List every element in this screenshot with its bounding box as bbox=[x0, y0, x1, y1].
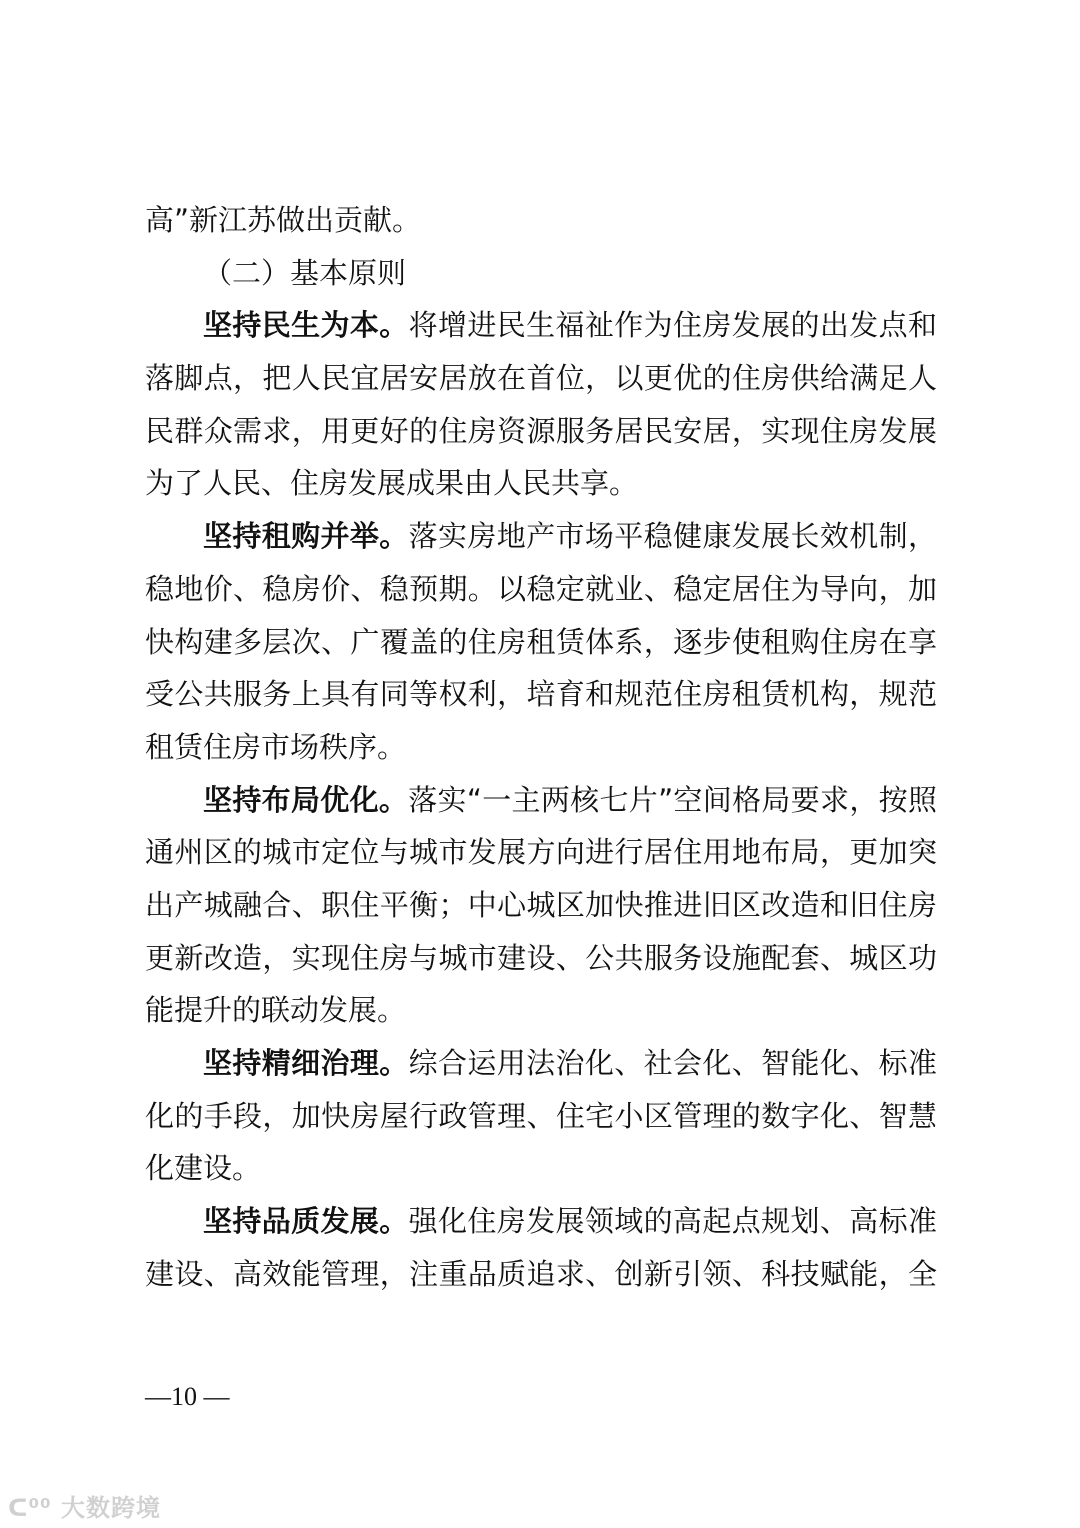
page-number: —10 — bbox=[145, 1382, 230, 1411]
principle-text: 落实房地产市场平稳健康发展长效机制， bbox=[408, 519, 937, 554]
watermark-text: 大数跨境 bbox=[60, 1494, 161, 1522]
principle-text: 将增进民生福祉作为住房发展的出发点和 bbox=[408, 308, 937, 343]
text-line: 建设、高效能管理，注重品质追求、创新引领、科技赋能，全 bbox=[145, 1256, 937, 1291]
text-line: 受公共服务上具有同等权利，培育和规范住房租赁机构，规范 bbox=[145, 677, 937, 712]
principle-text: 综合运用法治化、社会化、智能化、标准 bbox=[408, 1046, 937, 1080]
section-heading: （二）基本原则 bbox=[203, 255, 407, 290]
principle-2 bbox=[145, 510, 937, 773]
principle-title: 坚持品质发展。 bbox=[203, 1204, 409, 1239]
text-line: 化的手段，加快房屋行政管理、住宅小区管理的数字化、智慧 bbox=[145, 1098, 937, 1133]
text-line: 快构建多层次、广覆盖的住房租赁体系，逐步使租购住房在享 bbox=[145, 624, 937, 659]
text-line: 化建设。 bbox=[145, 1151, 262, 1186]
text-line: 稳地价、稳房价、稳预期。以稳定就业、稳定居住为导向，加 bbox=[145, 571, 937, 606]
principle-5 bbox=[145, 1195, 937, 1300]
document-body bbox=[145, 194, 937, 1300]
principle-title: 坚持精细治理。 bbox=[203, 1046, 409, 1080]
principle-title: 坚持布局优化。 bbox=[203, 782, 409, 817]
principle-title: 坚持租购并举。 bbox=[203, 519, 409, 554]
text-line: 能提升的联动发展。 bbox=[145, 993, 407, 1028]
text-line: 民群众需求，用更好的住房资源服务居民安居，实现住房发展 bbox=[145, 413, 937, 448]
text-line: 更新改造，实现住房与城市建设、公共服务设施配套、城区功 bbox=[145, 940, 937, 975]
watermark bbox=[8, 1488, 161, 1523]
principle-3 bbox=[145, 774, 937, 1037]
text-line: 通州区的城市定位与城市发展方向进行居住用地布局，更加突 bbox=[145, 835, 937, 870]
principle-text: 强化住房发展领域的高起点规划、高标准 bbox=[408, 1204, 937, 1239]
text-line: 租赁住房市场秩序。 bbox=[145, 729, 407, 764]
intro-tail: 高”新江苏做出贡献。 bbox=[145, 203, 422, 237]
principle-text: 落实“一主两核七片”空间格局要求，按照 bbox=[408, 782, 937, 817]
principle-1 bbox=[145, 299, 937, 510]
text-line: 为了人民、住房发展成果由人民共享。 bbox=[145, 466, 639, 501]
watermark-logo-icon: ᑕ⁰⁰ bbox=[8, 1494, 61, 1522]
principle-title: 坚持民生为本。 bbox=[203, 308, 409, 343]
text-line: 落脚点，把人民宜居安居放在首位，以更优的住房供给满足人 bbox=[145, 361, 937, 396]
principle-4 bbox=[145, 1037, 937, 1195]
text-line: 出产城融合、职住平衡；中心城区加快推进旧区改造和旧住房 bbox=[145, 887, 937, 922]
